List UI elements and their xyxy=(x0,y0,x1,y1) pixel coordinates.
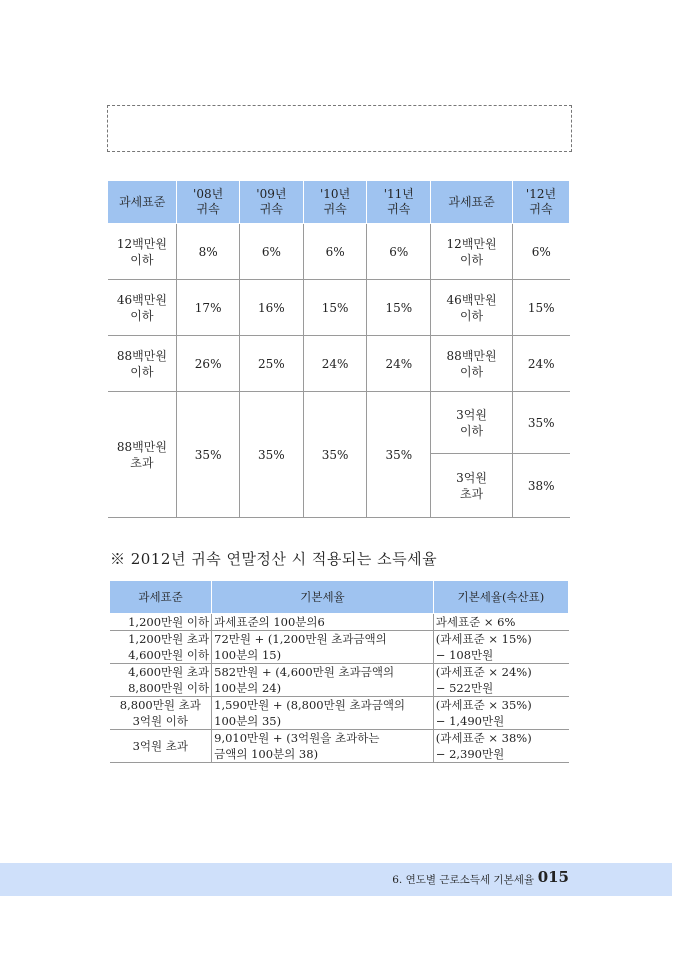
column-header: 과세표준 xyxy=(110,581,212,614)
column-header: 기본세율(속산표) xyxy=(433,581,568,614)
bracket-cell: 46백만원 이하 xyxy=(431,280,513,336)
rate-cell: 35% xyxy=(512,392,569,454)
rate-cell: 16% xyxy=(240,280,304,336)
rate-cell: 38% xyxy=(512,454,569,518)
table-row xyxy=(108,392,570,454)
table-header-row xyxy=(108,181,570,224)
quick-rate-cell: (과세표준 × 24%) − 522만원 xyxy=(433,664,568,697)
table-row xyxy=(110,730,569,763)
quick-rate-cell: (과세표준 × 38%) − 2,390만원 xyxy=(433,730,568,763)
rate-cell: 15% xyxy=(303,280,367,336)
rate-cell: 26% xyxy=(177,336,240,392)
section-note: ※ 2012년 귀속 연말정산 시 적용되는 소득세율 xyxy=(110,550,438,568)
quick-rate-cell: 과세표준 × 6% xyxy=(433,614,568,631)
bracket-cell: 3억원 초과 xyxy=(431,454,513,518)
bracket-cell: 88백만원 이하 xyxy=(108,336,177,392)
rate-cell: 35% xyxy=(240,392,304,518)
table-row xyxy=(108,224,570,280)
page-number: 015 xyxy=(537,868,569,886)
table-header-row xyxy=(110,581,569,614)
quick-rate-cell: (과세표준 × 35%) − 1,490만원 xyxy=(433,697,568,730)
column-header: 과세표준 xyxy=(431,181,513,224)
table-row xyxy=(110,614,569,631)
bracket-cell: 8,800만원 초과 3억원 이하 xyxy=(110,697,212,730)
column-header: '11년 귀속 xyxy=(367,181,431,224)
table-row xyxy=(108,280,570,336)
rate-cell: 6% xyxy=(512,224,569,280)
rate-cell: 6% xyxy=(240,224,304,280)
bracket-cell: 46백만원 이하 xyxy=(108,280,177,336)
rate-cell: 17% xyxy=(177,280,240,336)
column-header: 과세표준 xyxy=(108,181,177,224)
rate-cell: 9,010만원 + (3억원을 초과하는 금액의 100분의 38) xyxy=(212,730,434,763)
bracket-cell: 12백만원 이하 xyxy=(108,224,177,280)
rate-cell: 35% xyxy=(367,392,431,518)
rate-cell: 24% xyxy=(512,336,569,392)
bracket-cell: 88백만원 초과 xyxy=(108,392,177,518)
bracket-cell: 1,200만원 초과 4,600만원 이하 xyxy=(110,631,212,664)
table-row xyxy=(110,631,569,664)
table-row xyxy=(110,697,569,730)
rate-cell: 25% xyxy=(240,336,304,392)
rate-cell: 8% xyxy=(177,224,240,280)
column-header: '10년 귀속 xyxy=(303,181,367,224)
bracket-cell: 1,200만원 이하 xyxy=(110,614,212,631)
rate-cell: 35% xyxy=(177,392,240,518)
rate-cell: 582만원 + (4,600만원 초과금액의 100분의 24) xyxy=(212,664,434,697)
rate-cell: 24% xyxy=(303,336,367,392)
rate-cell: 6% xyxy=(303,224,367,280)
quick-rate-cell: (과세표준 × 15%) − 108만원 xyxy=(433,631,568,664)
rate-cell: 72만원 + (1,200만원 초과금액의 100분의 15) xyxy=(212,631,434,664)
bracket-cell: 3억원 이하 xyxy=(431,392,513,454)
bracket-cell: 4,600만원 초과 8,800만원 이하 xyxy=(110,664,212,697)
rate-history-table xyxy=(107,180,570,518)
bracket-cell: 3억원 초과 xyxy=(110,730,212,763)
column-header: '09년 귀속 xyxy=(240,181,304,224)
column-header: 기본세율 xyxy=(212,581,434,614)
column-header: '08년 귀속 xyxy=(177,181,240,224)
page-footer xyxy=(0,863,672,896)
rate-cell: 6% xyxy=(367,224,431,280)
table-row xyxy=(108,336,570,392)
empty-note-box xyxy=(107,105,572,152)
rate-cell: 24% xyxy=(367,336,431,392)
rate-cell: 과세표준의 100분의6 xyxy=(212,614,434,631)
rate-cell: 15% xyxy=(512,280,569,336)
column-header: '12년 귀속 xyxy=(512,181,569,224)
rate-cell: 1,590만원 + (8,800만원 초과금액의 100분의 35) xyxy=(212,697,434,730)
chapter-title: 6. 연도별 근로소득세 기본세율 xyxy=(392,874,534,886)
table-row xyxy=(110,664,569,697)
bracket-cell: 12백만원 이하 xyxy=(431,224,513,280)
basic-rate-table xyxy=(109,580,569,763)
bracket-cell: 88백만원 이하 xyxy=(431,336,513,392)
rate-cell: 15% xyxy=(367,280,431,336)
rate-cell: 35% xyxy=(303,392,367,518)
